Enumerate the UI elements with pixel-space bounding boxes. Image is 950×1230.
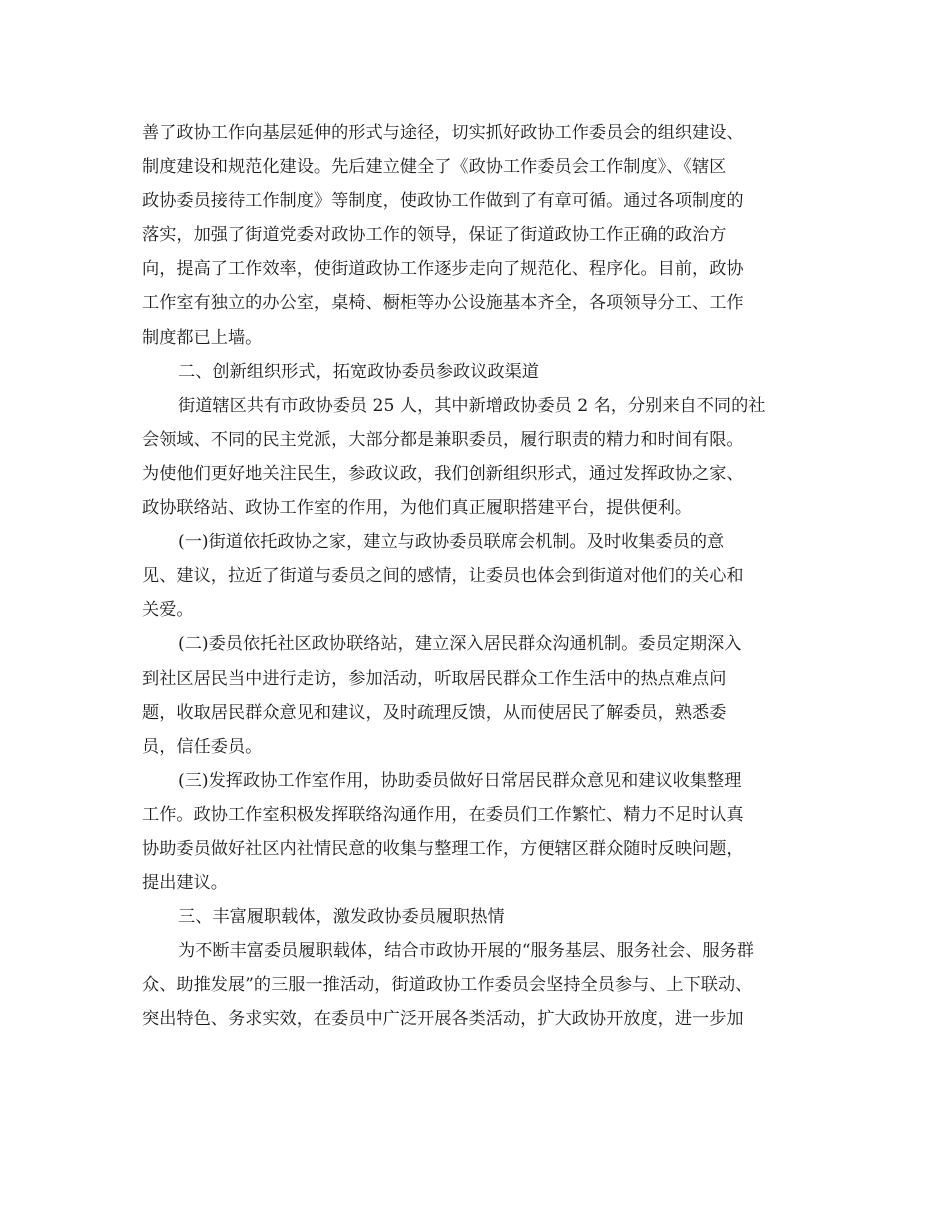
text-line: 善了政协工作向基层延伸的形式与途径，切实抓好政协工作委员会的组织建设、 (142, 123, 744, 143)
text-line: 为使他们更好地关注民生，参政议政，我们创新组织形式，通过发挥政协之家、 (142, 463, 744, 484)
text-line: 工作。政协工作室积极发挥联络沟通作用，在委员们工作繁忙、精力不足时认真 (142, 804, 744, 825)
text-line: 提出建议。 (142, 873, 228, 894)
text-line: 题，收取居民群众意见和建议，及时疏理反馈，从而使居民了解委员，熟悉委 (142, 702, 727, 723)
text-line: 会领域、不同的民主党派，大部分都是兼职委员，履行职责的精力和时间有限。 (142, 429, 744, 450)
text-line: 政协委员接待工作制度》等制度，使政协工作做到了有章可循。通过各项制度的 (142, 191, 744, 212)
text-line: 向，提高了工作效率，使街道政协工作逐步走向了规范化、程序化。目前，政协 (142, 259, 744, 280)
text-line: 协助委员做好社区内社情民意的收集与整理工作，方便辖区群众随时反映问题， (142, 838, 744, 859)
text-line: (二)委员依托社区政协联络站，建立深入居民群众沟通机制。委员定期深入 (178, 634, 742, 655)
text-line: 关爱。 (142, 600, 194, 621)
text-line: 员，信任委员。 (142, 736, 263, 757)
text-line: 政协联络站、政协工作室的作用，为他们真正履职搭建平台，提供便利。 (142, 498, 693, 519)
text-line: 突出特色、务求实效，在委员中广泛开展各类活动，扩大政协开放度，进一步加 (142, 1009, 744, 1030)
text-line: 街道辖区共有市政协委员 25 人，其中新增政协委员 2 名，分别来自不同的社 (178, 395, 766, 416)
text-line: 众、助推发展”的三服一推活动，街道政协工作委员会坚持全员参与、上下联动、 (142, 975, 753, 996)
text-line: (一)街道依托政协之家，建立与政协委员联席会机制。及时收集委员的意 (178, 532, 725, 553)
text-line: 二、创新组织形式，拓宽政协委员参政议政渠道 (178, 361, 539, 382)
text-line: 制度都已上墙。 (142, 327, 263, 348)
text-line: 落实，加强了街道党委对政协工作的领导，保证了街道政协工作正确的政治方 (142, 225, 727, 246)
text-line: 三、丰富履职载体，激发政协委员履职热情 (178, 907, 505, 928)
text-line: (三)发挥政协工作室作用，协助委员做好日常居民群众意见和建议收集整理 (178, 770, 742, 791)
text-line: 工作室有独立的办公室，桌椅、橱柜等办公设施基本齐全，各项领导分工、工作 (142, 293, 744, 314)
text-line: 见、建议，拉近了街道与委员之间的感情，让委员也体会到街道对他们的关心和 (142, 566, 744, 587)
document-body (142, 116, 822, 1037)
text-line: 制度建设和规范化建设。先后建立健全了《政协工作委员会工作制度》、《辖区 (142, 157, 727, 178)
text-line: 为不断丰富委员履职载体，结合市政协开展的“服务基层、服务社会、服务群 (178, 941, 754, 962)
text-line: 到社区居民当中进行走访，参加活动，听取居民群众工作生活中的热点难点问 (142, 668, 727, 689)
